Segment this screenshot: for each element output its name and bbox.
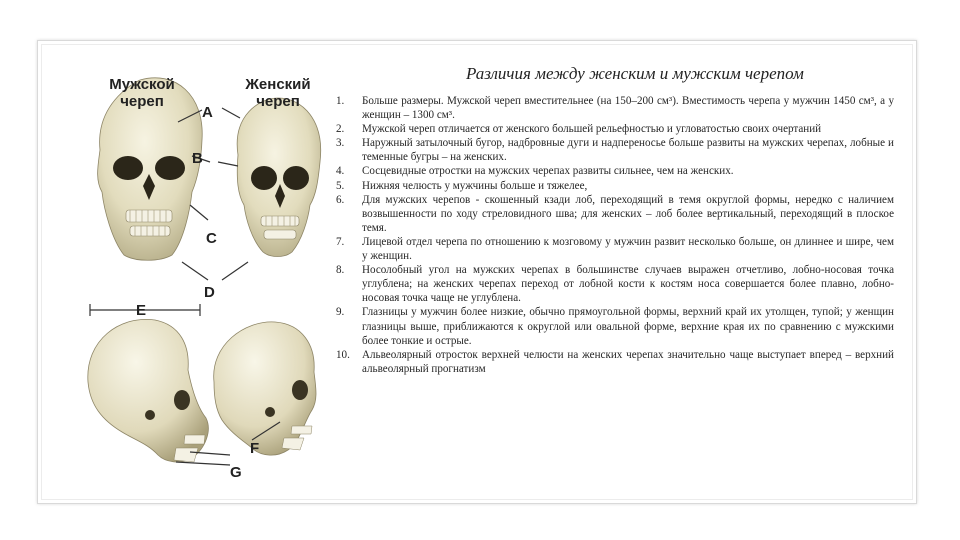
list-item: [336, 164, 894, 178]
list-item-text: Мужской череп отличается от женского большей рельефностью и угловатостью своих очертаний: [362, 123, 822, 136]
list-item-text: Нижняя челюсть у мужчины больше и тяжелее,: [362, 179, 588, 192]
female-skull-label: Женский череп: [245, 76, 311, 110]
list-item-text: Альвеолярный отросток верхней челюсти на женских черепах значительно чаще выступает вперед – верхний альвеолярный прогнатизм: [362, 348, 894, 375]
list-item-number: 4.: [336, 165, 345, 178]
figure-letter-c: C: [206, 230, 217, 247]
differences-list: [336, 94, 894, 376]
list-item-text: Глазницы у мужчин более низкие, обычно прямоугольной формы, верхний край их утолщен, тупой; у женщин глазницы выше, приближаются к округлой или овальной форме, верхние края их по сравнению с мужскими более тонкие и острые.: [362, 306, 894, 347]
male-skull-label: Мужской череп: [109, 76, 175, 110]
figure-letter-e: E: [136, 302, 147, 319]
list-item-number: 9.: [336, 306, 345, 319]
list-item: [336, 136, 894, 164]
list-item: [336, 235, 894, 263]
female-skull-front: [237, 98, 321, 257]
list-item-number: 8.: [336, 264, 345, 277]
list-item-text: Наружный затылочный бугор, надбровные дуги и надпереносье больше развиты на мужских черепах, лобные и теменные бугры – на женских.: [362, 137, 894, 164]
skull-figure: [80, 70, 330, 488]
list-item-number: 2.: [336, 123, 345, 136]
list-item-text: Носолобный угол на мужских черепах в большинстве случаев выражен отчетливо, лобно-носовая точка углублена; на женских черепах переход от лобной кости к костям носа совершается более плавно, лобно-носовая точка чаще не углублена.: [362, 264, 894, 305]
figure-letter-a: A: [202, 104, 213, 121]
figure-letter-d: D: [204, 284, 215, 301]
female-skull-side: [214, 322, 316, 455]
list-item-number: 5.: [336, 179, 345, 192]
slide-title: Различия между женским и мужским черепом: [466, 64, 804, 83]
list-item-number: 10.: [336, 348, 350, 361]
skull-illustration: [80, 70, 330, 488]
list-item-number: 7.: [336, 235, 345, 248]
list-item: [336, 263, 894, 305]
list-item-text: Сосцевидные отростки на мужских черепах развиты сильнее, чем на женских.: [362, 165, 734, 178]
figure-letter-f: F: [250, 440, 260, 457]
list-item: [336, 348, 894, 376]
list-item: [336, 94, 894, 122]
list-item: [336, 305, 894, 347]
list-item: [336, 179, 894, 193]
list-item: [336, 193, 894, 235]
list-item-number: 6.: [336, 193, 345, 206]
list-item-text: Для мужских черепов - скошенный кзади лоб, переходящий в темя округлой формы, нередко с наличием возвышенности по ходу стреловидного шва; для женских – лоб более вертикальный, переходящий в плоское темя.: [362, 193, 894, 234]
list-item: [336, 122, 894, 136]
list-item-number: 1.: [336, 95, 345, 107]
list-item-text: Больше размеры. Мужской череп вместительнее (на 150–200 см³). Вместимость черепа у мужчин 1450 см³, а у женщин – 1300 см³.: [362, 95, 894, 122]
figure-letter-g: G: [230, 464, 242, 481]
list-item-number: 3.: [336, 137, 345, 150]
figure-letter-b: B: [192, 150, 203, 167]
list-item-text: Лицевой отдел черепа по отношению к мозговому у мужчин развит несколько больше, он длиннее и шире, чем у женщин.: [362, 235, 894, 263]
male-skull-side: [88, 319, 208, 462]
